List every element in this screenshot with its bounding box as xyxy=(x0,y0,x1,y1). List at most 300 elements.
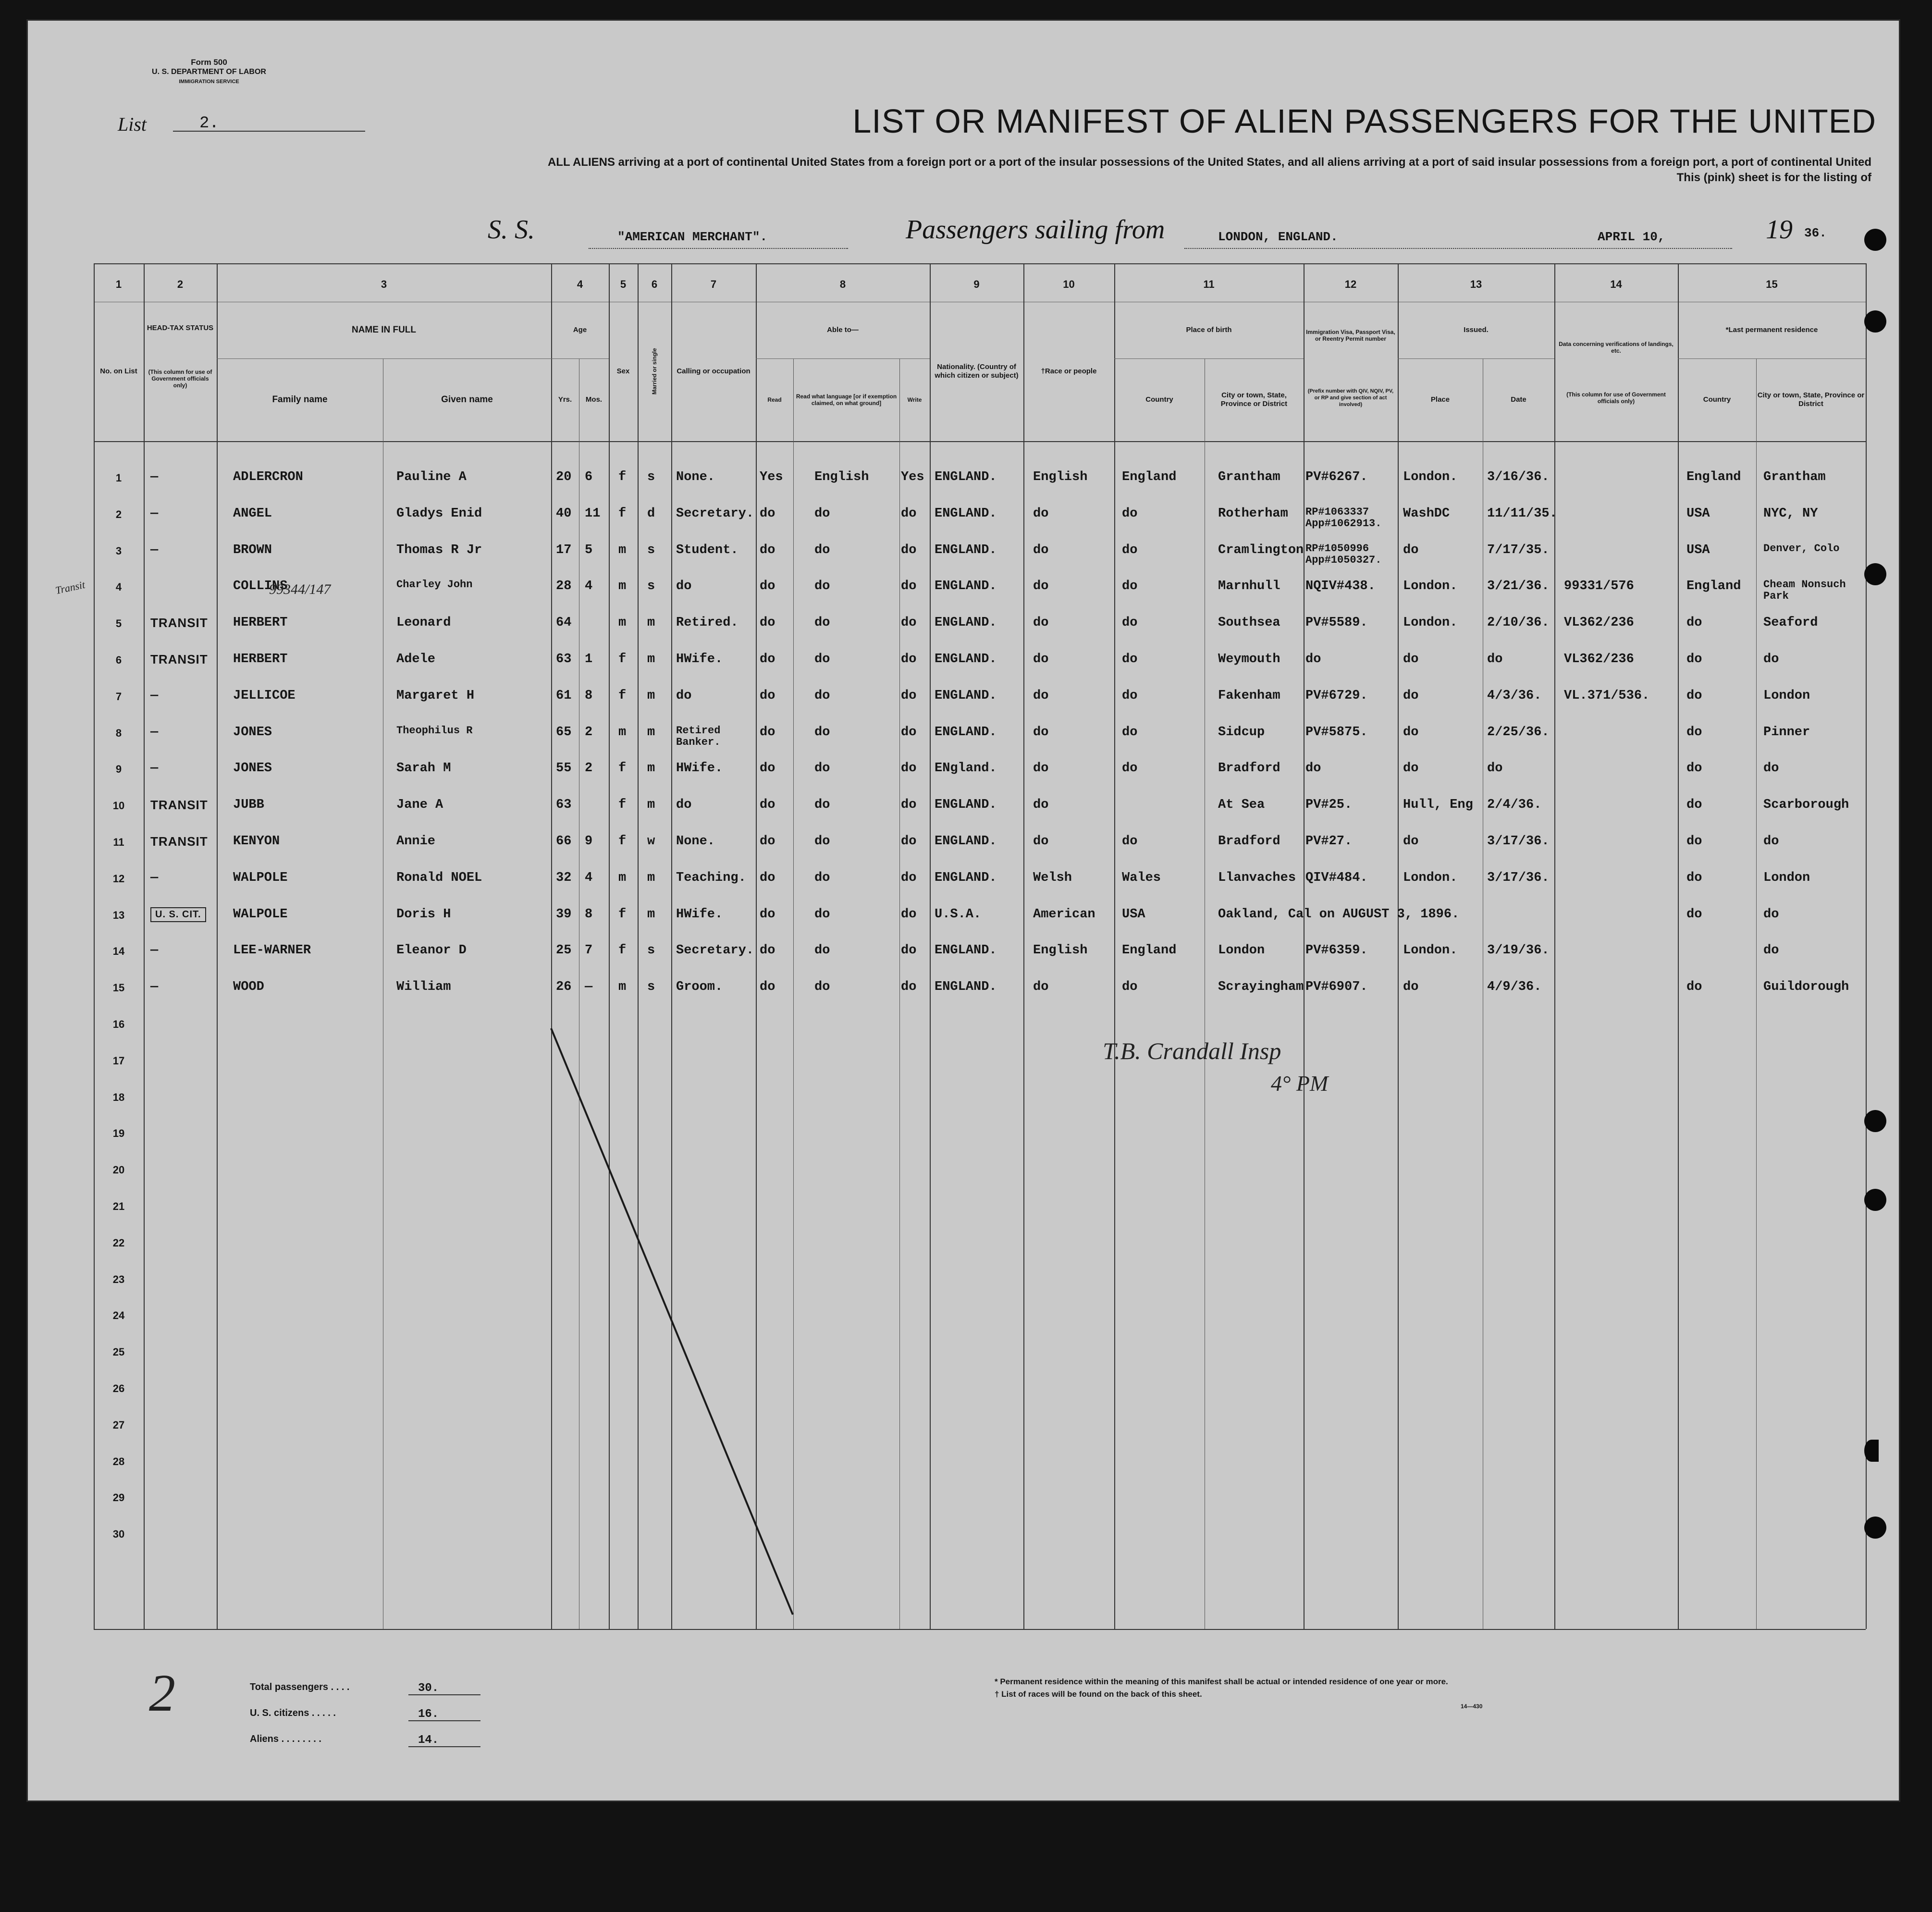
occupation-cell: Secretary. xyxy=(676,506,754,521)
read-cell: do xyxy=(760,688,775,703)
sex-cell: f xyxy=(618,470,627,484)
read-cell: do xyxy=(760,943,775,958)
occupation-cell: Retired. xyxy=(676,616,738,630)
header-head-tax-note: (This column for use of Government officials only) xyxy=(148,369,212,389)
row-number: 17 xyxy=(112,1054,125,1067)
residence-country-cell: USA xyxy=(1686,506,1710,521)
header-birth-country: Country xyxy=(1145,395,1173,404)
given-name-cell: Gladys Enid xyxy=(396,506,482,521)
residence-city-cell: do xyxy=(1763,907,1779,922)
col-number: 15 xyxy=(1766,278,1778,290)
head-tax-cell: — xyxy=(150,943,159,958)
read-cell: do xyxy=(760,579,775,594)
given-name-cell: Leonard xyxy=(396,616,451,630)
birth-country-cell: do xyxy=(1122,652,1138,666)
head-tax-cell: U. S. CIT. xyxy=(150,907,206,922)
read-language-cell: do xyxy=(814,907,830,922)
family-name-cell: JELLICOE xyxy=(233,688,295,703)
header-name-in-full: NAME IN FULL xyxy=(351,325,417,335)
citizens-value: 16. xyxy=(418,1708,439,1721)
race-cell: English xyxy=(1033,943,1088,958)
header-residence-city: City or town, State, Province or District xyxy=(1757,391,1865,408)
list-label: List xyxy=(118,113,147,135)
family-name-cell: COLLINS xyxy=(233,579,288,594)
read-cell: do xyxy=(760,834,775,849)
header-last-residence: *Last permanent residence xyxy=(1725,326,1818,334)
manifest-subtitle xyxy=(392,155,1871,185)
occupation-cell: Student. xyxy=(676,543,738,557)
visa-cell: PV#6907. xyxy=(1305,980,1368,995)
residence-country-cell: do xyxy=(1686,688,1702,703)
visa-cell: PV#5589. xyxy=(1305,616,1368,630)
write-cell: do xyxy=(901,616,917,630)
nationality-cell: U.S.A. xyxy=(935,907,982,922)
marital-status-cell: m xyxy=(647,725,655,740)
footnote-races: † List of races will be found on the back of this sheet. xyxy=(995,1690,1202,1699)
read-cell: Yes xyxy=(760,470,783,484)
residence-city-cell: do xyxy=(1763,943,1779,958)
given-name-cell: Annie xyxy=(396,834,436,849)
age-years-cell: 17 xyxy=(556,543,572,557)
row-number: 6 xyxy=(115,654,122,666)
total-passengers: Total passengers . . . . 30. xyxy=(250,1682,349,1693)
sex-cell: f xyxy=(618,907,627,922)
page-mark: 2 xyxy=(149,1664,175,1722)
birth-city-cell: Bradford xyxy=(1218,761,1280,776)
given-name-cell: Doris H xyxy=(396,907,451,922)
issued-date-cell: 11/11/35. xyxy=(1487,506,1557,521)
row-number: 24 xyxy=(112,1309,125,1322)
race-cell: do xyxy=(1033,980,1049,995)
age-months-cell: 6 xyxy=(585,470,593,484)
nationality-cell: ENGLAND. xyxy=(935,506,997,521)
given-name-cell: Pauline A xyxy=(396,470,467,484)
residence-city-cell: do xyxy=(1763,834,1779,849)
residence-country-cell: do xyxy=(1686,616,1702,630)
birth-city-cell: Llanvaches xyxy=(1218,870,1296,885)
birth-country-cell: do xyxy=(1122,579,1138,594)
occupation-cell: None. xyxy=(676,834,715,849)
form-number: Form 500 xyxy=(191,58,227,67)
marital-status-cell: s xyxy=(647,470,655,484)
row-number: 15 xyxy=(112,982,125,994)
birth-city-cell: Southsea xyxy=(1218,616,1280,630)
head-tax-cell: TRANSIT xyxy=(150,798,208,813)
margin-note: Transit xyxy=(54,578,86,597)
port-underline xyxy=(1184,248,1732,249)
write-cell: do xyxy=(901,725,917,740)
header-nationality: Nationality. (Country of which citizen or subject) xyxy=(935,363,1019,380)
collins-annotation: 99344/147 xyxy=(269,581,331,597)
occupation-cell: HWife. xyxy=(676,652,723,666)
age-years-cell: 25 xyxy=(556,943,572,958)
subtitle-line-2: This (pink) sheet is for the listing of xyxy=(1676,171,1871,184)
table-bottom-rule xyxy=(94,1629,1866,1630)
race-cell: English xyxy=(1033,470,1088,484)
nationality-cell: ENGLAND. xyxy=(935,616,997,630)
race-cell: do xyxy=(1033,688,1049,703)
read-language-cell: do xyxy=(814,506,830,521)
age-years-cell: 64 xyxy=(556,616,572,630)
read-language-cell: do xyxy=(814,980,830,995)
read-cell: do xyxy=(760,761,775,776)
marital-status-cell: w xyxy=(647,834,655,849)
citizens-label: U. S. citizens xyxy=(250,1708,309,1718)
family-name-cell: KENYON xyxy=(233,834,280,849)
read-language-cell: do xyxy=(814,616,830,630)
aliens-underline xyxy=(408,1746,480,1747)
header-write: Write xyxy=(907,396,922,403)
race-cell: do xyxy=(1033,579,1049,594)
family-name-cell: ANGEL xyxy=(233,506,272,521)
row-number: 22 xyxy=(112,1236,125,1249)
row-number: 25 xyxy=(112,1346,125,1358)
nationality-cell: ENGLAND. xyxy=(935,543,997,557)
age-months-cell: 4 xyxy=(585,870,593,885)
header-married: Married or single xyxy=(651,348,658,395)
nationality-cell: ENGLAND. xyxy=(935,980,997,995)
marital-status-cell: s xyxy=(647,579,655,594)
row-number: 20 xyxy=(112,1164,125,1176)
sex-cell: m xyxy=(618,579,627,594)
issued-date-cell: 3/21/36. xyxy=(1487,579,1550,594)
manifest-table xyxy=(94,263,1866,1629)
birth-city-cell: Marnhull xyxy=(1218,579,1280,594)
nationality-cell: ENGLAND. xyxy=(935,688,997,703)
header-given-name: Given name xyxy=(441,395,493,405)
age-months-cell: 9 xyxy=(585,834,593,849)
residence-city-cell: NYC, NY xyxy=(1763,506,1818,521)
issued-place-cell: London. xyxy=(1403,870,1458,885)
row-number: 18 xyxy=(112,1091,125,1103)
birth-city-cell: Fakenham xyxy=(1218,688,1280,703)
race-cell: do xyxy=(1033,543,1049,557)
punch-hole xyxy=(1864,229,1886,251)
issued-place-cell: do xyxy=(1403,652,1419,666)
residence-city-cell: do xyxy=(1763,761,1779,776)
family-name-cell: BROWN xyxy=(233,543,272,557)
write-cell: do xyxy=(901,834,917,849)
write-cell: do xyxy=(901,798,917,813)
birth-country-cell: do xyxy=(1122,616,1138,630)
row-number: 13 xyxy=(112,909,125,921)
header-family-name: Family name xyxy=(272,395,328,405)
age-years-cell: 65 xyxy=(556,725,572,740)
occupation-cell: do xyxy=(676,579,692,594)
given-name-cell: Eleanor D xyxy=(396,943,467,958)
birth-country-cell: do xyxy=(1122,725,1138,740)
birth-city-cell: London xyxy=(1218,943,1265,958)
visa-cell: RP#1050996 App#1050327. xyxy=(1305,542,1382,566)
marital-status-cell: m xyxy=(647,870,655,885)
given-name-cell: William xyxy=(396,980,451,995)
issued-place-cell: London. xyxy=(1403,470,1458,484)
write-cell: do xyxy=(901,943,917,958)
marital-status-cell: s xyxy=(647,980,655,995)
given-name-cell: Margaret H xyxy=(396,688,475,703)
visa-cell: PV#6729. xyxy=(1305,688,1368,703)
row-number: 28 xyxy=(112,1455,125,1468)
residence-country-cell: do xyxy=(1686,725,1702,740)
visa-cell: NQIV#438. xyxy=(1305,579,1376,594)
race-cell: do xyxy=(1033,761,1049,776)
col-number: 10 xyxy=(1063,278,1075,290)
race-cell: do xyxy=(1033,834,1049,849)
row-number: 10 xyxy=(112,800,125,812)
sailing-date: APRIL 10, xyxy=(1598,230,1665,244)
cancellation-line xyxy=(94,263,1866,1629)
occupation-cell: Retired Banker. xyxy=(676,724,721,748)
row-number: 4 xyxy=(115,581,122,593)
age-months-cell: 2 xyxy=(585,725,593,740)
nationality-cell: ENGLAND. xyxy=(935,470,997,484)
issued-place-cell: London. xyxy=(1403,616,1458,630)
birth-country-cell: England xyxy=(1122,943,1177,958)
header-issued: Issued. xyxy=(1464,326,1489,334)
header-calling: Calling or occupation xyxy=(677,367,751,375)
nationality-cell: ENGLAND. xyxy=(935,870,997,885)
sailing-port: LONDON, ENGLAND. xyxy=(1218,230,1338,244)
header-race: †Race or people xyxy=(1041,367,1097,375)
col-number: 2 xyxy=(177,278,184,290)
verification-cell: 99331/576 xyxy=(1564,579,1634,594)
issued-place-cell: do xyxy=(1403,980,1419,995)
head-tax-cell: — xyxy=(150,870,159,885)
age-years-cell: 61 xyxy=(556,688,572,703)
residence-country-cell: do xyxy=(1686,834,1702,849)
list-underline xyxy=(173,131,365,132)
head-tax-cell: — xyxy=(150,980,159,995)
header-able-to: Able to— xyxy=(827,326,859,334)
age-years-cell: 26 xyxy=(556,980,572,995)
manifest-title: LIST OR MANIFEST OF ALIEN PASSENGERS FOR THE UNITED xyxy=(852,102,1876,140)
issued-date-cell: 3/17/36. xyxy=(1487,834,1550,849)
sex-cell: m xyxy=(618,980,627,995)
col-number: 11 xyxy=(1203,278,1215,290)
family-name-cell: ADLERCRON xyxy=(233,470,303,484)
marital-status-cell: m xyxy=(647,652,655,666)
residence-city-cell: Denver, Colo xyxy=(1763,542,1840,555)
race-cell: do xyxy=(1033,616,1049,630)
write-cell: do xyxy=(901,506,917,521)
issued-date-cell: 2/4/36. xyxy=(1487,798,1542,813)
row-number: 7 xyxy=(115,690,122,703)
read-language-cell: English xyxy=(814,470,869,484)
race-cell: Welsh xyxy=(1033,870,1072,885)
read-language-cell: do xyxy=(814,798,830,813)
ship-info-row xyxy=(488,216,1871,255)
read-language-cell: do xyxy=(814,579,830,594)
marital-status-cell: m xyxy=(647,798,655,813)
header-visa-note: (Prefix number with QIV, NQIV, PV, or RP and give section of act involved) xyxy=(1307,388,1394,407)
residence-country-cell: do xyxy=(1686,798,1702,813)
age-years-cell: 20 xyxy=(556,470,572,484)
age-months-cell: 8 xyxy=(585,907,593,922)
read-cell: do xyxy=(760,980,775,995)
family-name-cell: JONES xyxy=(233,761,272,776)
read-cell: do xyxy=(760,543,775,557)
issued-date-cell: 4/9/36. xyxy=(1487,980,1542,995)
head-tax-cell: TRANSIT xyxy=(150,834,208,849)
row-number: 11 xyxy=(113,836,124,848)
verification-cell: VL362/236 xyxy=(1564,652,1634,666)
age-years-cell: 32 xyxy=(556,870,572,885)
race-cell: do xyxy=(1033,506,1049,521)
residence-country-cell: USA xyxy=(1686,543,1710,557)
header-birth-city: City or town, State, Province or District xyxy=(1220,391,1288,408)
issued-date-cell: 3/16/36. xyxy=(1487,470,1550,484)
year-prefix: 19 xyxy=(1766,215,1793,245)
write-cell: do xyxy=(901,907,917,922)
residence-country-cell: do xyxy=(1686,980,1702,995)
age-months-cell: 5 xyxy=(585,543,593,557)
row-number: 19 xyxy=(112,1127,125,1140)
family-name-cell: JUBB xyxy=(233,798,264,813)
residence-city-cell: Seaford xyxy=(1763,616,1818,630)
occupation-cell: Secretary. xyxy=(676,943,754,958)
age-months-cell: 8 xyxy=(585,688,593,703)
given-name-cell: Sarah M xyxy=(396,761,451,776)
read-language-cell: do xyxy=(814,870,830,885)
punch-hole xyxy=(1864,563,1886,585)
footer-form-code: 14—430 xyxy=(1461,1703,1483,1710)
head-tax-cell: — xyxy=(150,506,159,521)
birth-city-cell: Bradford xyxy=(1218,834,1280,849)
family-name-cell: LEE-WARNER xyxy=(233,943,311,958)
total-label: Total passengers xyxy=(250,1682,329,1692)
issued-date-cell: 2/10/36. xyxy=(1487,616,1550,630)
header-no-on-list: No. on List xyxy=(100,367,137,375)
footnote-residence: * Permanent residence within the meaning of this manifest shall be actual or intended residence of one year or more. xyxy=(995,1677,1448,1686)
read-language-cell: do xyxy=(814,688,830,703)
department-name: U. S. DEPARTMENT OF LABOR xyxy=(152,68,266,76)
punch-hole xyxy=(1864,1189,1886,1211)
head-tax-cell: — xyxy=(150,761,159,776)
nationality-cell: ENGLAND. xyxy=(935,798,997,813)
given-name-cell: Theophilus R xyxy=(396,724,473,737)
col-number: 14 xyxy=(1610,278,1622,290)
age-months-cell: — xyxy=(585,980,593,995)
age-years-cell: 39 xyxy=(556,907,572,922)
row-number: 8 xyxy=(115,727,122,739)
age-years-cell: 66 xyxy=(556,834,572,849)
birth-country-cell: England xyxy=(1122,470,1177,484)
age-years-cell: 28 xyxy=(556,579,572,594)
occupation-cell: None. xyxy=(676,470,715,484)
issued-place-cell: Hull, Eng xyxy=(1403,798,1473,813)
read-language-cell: do xyxy=(814,834,830,849)
family-name-cell: HERBERT xyxy=(233,616,288,630)
header-head-tax: HEAD-TAX STATUS xyxy=(147,324,214,332)
residence-country-cell: do xyxy=(1686,870,1702,885)
row-number: 5 xyxy=(115,617,122,630)
header-verifications: Data concerning verifications of landings, etc. xyxy=(1559,341,1674,354)
race-cell: do xyxy=(1033,652,1049,666)
sex-cell: f xyxy=(618,506,627,521)
col-rule xyxy=(1866,263,1867,1629)
head-tax-cell: — xyxy=(150,725,159,740)
issued-date-cell: 2/25/36. xyxy=(1487,725,1550,740)
issued-place-cell: do xyxy=(1403,688,1419,703)
read-language-cell: do xyxy=(814,652,830,666)
age-years-cell: 55 xyxy=(556,761,572,776)
given-name-cell: Adele xyxy=(396,652,436,666)
visa-cell: do xyxy=(1305,761,1321,776)
family-name-cell: WALPOLE xyxy=(233,870,288,885)
write-cell: do xyxy=(901,652,917,666)
aliens-total: Aliens . . . . . . . . 14. xyxy=(250,1734,321,1745)
row-number: 26 xyxy=(112,1382,125,1394)
head-tax-cell: — xyxy=(150,470,159,484)
col-number: 3 xyxy=(381,278,387,290)
birth-city-cell: Grantham xyxy=(1218,470,1280,484)
birth-city-cell: Rotherham xyxy=(1218,506,1288,521)
read-cell: do xyxy=(760,870,775,885)
sex-cell: f xyxy=(618,798,627,813)
birth-country-cell: USA xyxy=(1122,907,1145,922)
age-months-cell: 11 xyxy=(585,506,601,521)
birth-country-cell: do xyxy=(1122,761,1138,776)
col-number: 12 xyxy=(1344,278,1357,290)
ss-label: S. S. xyxy=(488,215,535,245)
race-cell: do xyxy=(1033,798,1049,813)
nationality-cell: ENGLAND. xyxy=(935,943,997,958)
age-months-cell: 4 xyxy=(585,579,593,594)
row-number: 1 xyxy=(115,472,122,484)
diagonal-stroke xyxy=(551,1028,793,1615)
head-tax-cell: — xyxy=(150,543,159,557)
head-tax-cell: — xyxy=(150,688,159,703)
verification-cell: VL.371/536. xyxy=(1564,688,1650,703)
form-identification xyxy=(137,58,281,86)
read-cell: do xyxy=(760,616,775,630)
punch-hole xyxy=(1864,1110,1886,1132)
read-language-cell: do xyxy=(814,543,830,557)
residence-country-cell: do xyxy=(1686,761,1702,776)
nationality-cell: ENGLAND. xyxy=(935,834,997,849)
write-cell: do xyxy=(901,688,917,703)
total-value: 30. xyxy=(418,1682,439,1695)
issued-date-cell: do xyxy=(1487,652,1503,666)
birth-city-cell: Scrayingham xyxy=(1218,980,1304,995)
issued-date-cell: 4/3/36. xyxy=(1487,688,1542,703)
marital-status-cell: d xyxy=(647,506,655,521)
sex-cell: f xyxy=(618,834,627,849)
nationality-cell: ENGLAND. xyxy=(935,725,997,740)
family-name-cell: HERBERT xyxy=(233,652,288,666)
birth-city-cell: At Sea xyxy=(1218,798,1265,813)
row-number: 27 xyxy=(112,1419,125,1431)
birth-city-cell: Sidcup xyxy=(1218,725,1265,740)
header-age: Age xyxy=(573,326,587,334)
issued-date-cell: do xyxy=(1487,761,1503,776)
read-language-cell: do xyxy=(814,943,830,958)
residence-country-cell: England xyxy=(1686,579,1741,594)
row-number: 16 xyxy=(112,1018,125,1030)
issued-place-cell: do xyxy=(1403,761,1419,776)
given-name-cell: Jane A xyxy=(396,798,443,813)
col-number: 1 xyxy=(115,278,122,290)
issued-place-cell: WashDC xyxy=(1403,506,1450,521)
marital-status-cell: m xyxy=(647,907,655,922)
birth-country-cell: do xyxy=(1122,688,1138,703)
marital-status-cell: m xyxy=(647,616,655,630)
age-months-cell: 1 xyxy=(585,652,593,666)
write-cell: do xyxy=(901,980,917,995)
row-number: 23 xyxy=(112,1273,125,1285)
visa-cell: PV#6267. xyxy=(1305,470,1368,484)
marital-status-cell: m xyxy=(647,688,655,703)
